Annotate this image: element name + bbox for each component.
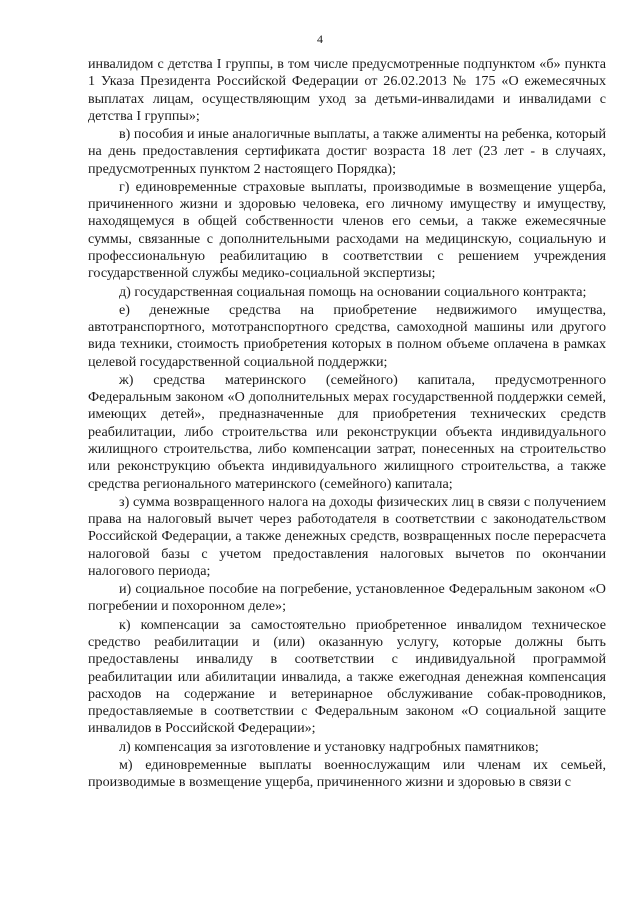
paragraph-continuation: инвалидом с детства I группы, в том числе предусмотренные подпунктом «б» пункта 1 Указа Президента Российской Федерации от 26.02.2013 № 175 «О ежемесячных выплатах лицам, осуществляющим уход за детьми-инвалидами и инвалидами с детства I группы»;: [88, 56, 606, 124]
paragraph-item-z: з) сумма возвращенного налога на доходы физических лиц в связи с получением права на налоговый вычет через работодателя в соответствии с законодательством Российской Федерации, а также денежных средств, возвращенных после перерасчета налоговой базы с учетом предоставления налоговых вычетов по окончании налогового периода;: [88, 493, 606, 579]
page-number: 4: [317, 32, 323, 46]
paragraph-item-l: л) компенсация за изготовление и установку надгробных памятников;: [119, 738, 539, 755]
paragraph-item-g: г) единовременные страховые выплаты, производимые в возмещение ущерба, причиненного жизни и здоровью человека, его личному имуществу и имуществу, находящемуся в общей собственности членов его семьи, а также ежемесячные суммы, связанные с дополнительными расходами на медицинскую, социальную и профессиональную реабилитацию в соответствии с решением учреждения государственной службы медико-социальной экспертизы;: [88, 178, 606, 282]
paragraph-item-k: к) компенсации за самостоятельно приобретенное инвалидом техническое средство реабилитации и (или) оказанную услугу, которые должны быть предоставлены инвалиду в соответствии с индивидуальной программой реабилитации или абилитации инвалида, а также ежегодная денежная компенсация расходов на содержание и ветеринарное обслуживание собак-проводников, предоставляемые в соответствии с Федеральным законом «О социальной защите инвалидов в Российской Федерации»;: [88, 616, 606, 737]
paragraph-item-d: д) государственная социальная помощь на основании социального контракта;: [119, 283, 587, 300]
paragraph-item-m: м) единовременные выплаты военнослужащим или членам их семьей, производимые в возмещение ущерба, причиненного жизни и здоровью в связи с: [88, 756, 606, 791]
paragraph-item-v: в) пособия и иные аналогичные выплаты, а также алименты на ребенка, который на день предоставления сертификата достиг возраста 18 лет (23 лет - в случаях, предусмотренных пунктом 2 настоящего Порядка);: [88, 126, 606, 177]
paragraph-item-e: е) денежные средства на приобретение недвижимого имущества, автотранспортного, мототранспортного средства, самоходной машины или другого вида техники, стоимость приобретения которых в полном объеме оплачена в рамках целевой государственной социальной поддержки;: [88, 301, 606, 370]
document-body: [88, 56, 606, 792]
paragraph-item-zh: ж) средства материнского (семейного) капитала, предусмотренного Федеральным законом «О дополнительных мерах государственной поддержки семей, имеющих детей», предназначенные для приобретения технических средств реабилитации, либо строительства или реконструкции объекта индивидуального жилищного строительства, либо компенсации затрат, понесенных на строительство или реконструкцию объекта индивидуального жилищного строительства, а также средства регионального материнского (семейного) капитала;: [88, 371, 606, 492]
paragraph-item-i: и) социальное пособие на погребение, установленное Федеральным законом «О погребении и похоронном деле»;: [88, 581, 606, 615]
